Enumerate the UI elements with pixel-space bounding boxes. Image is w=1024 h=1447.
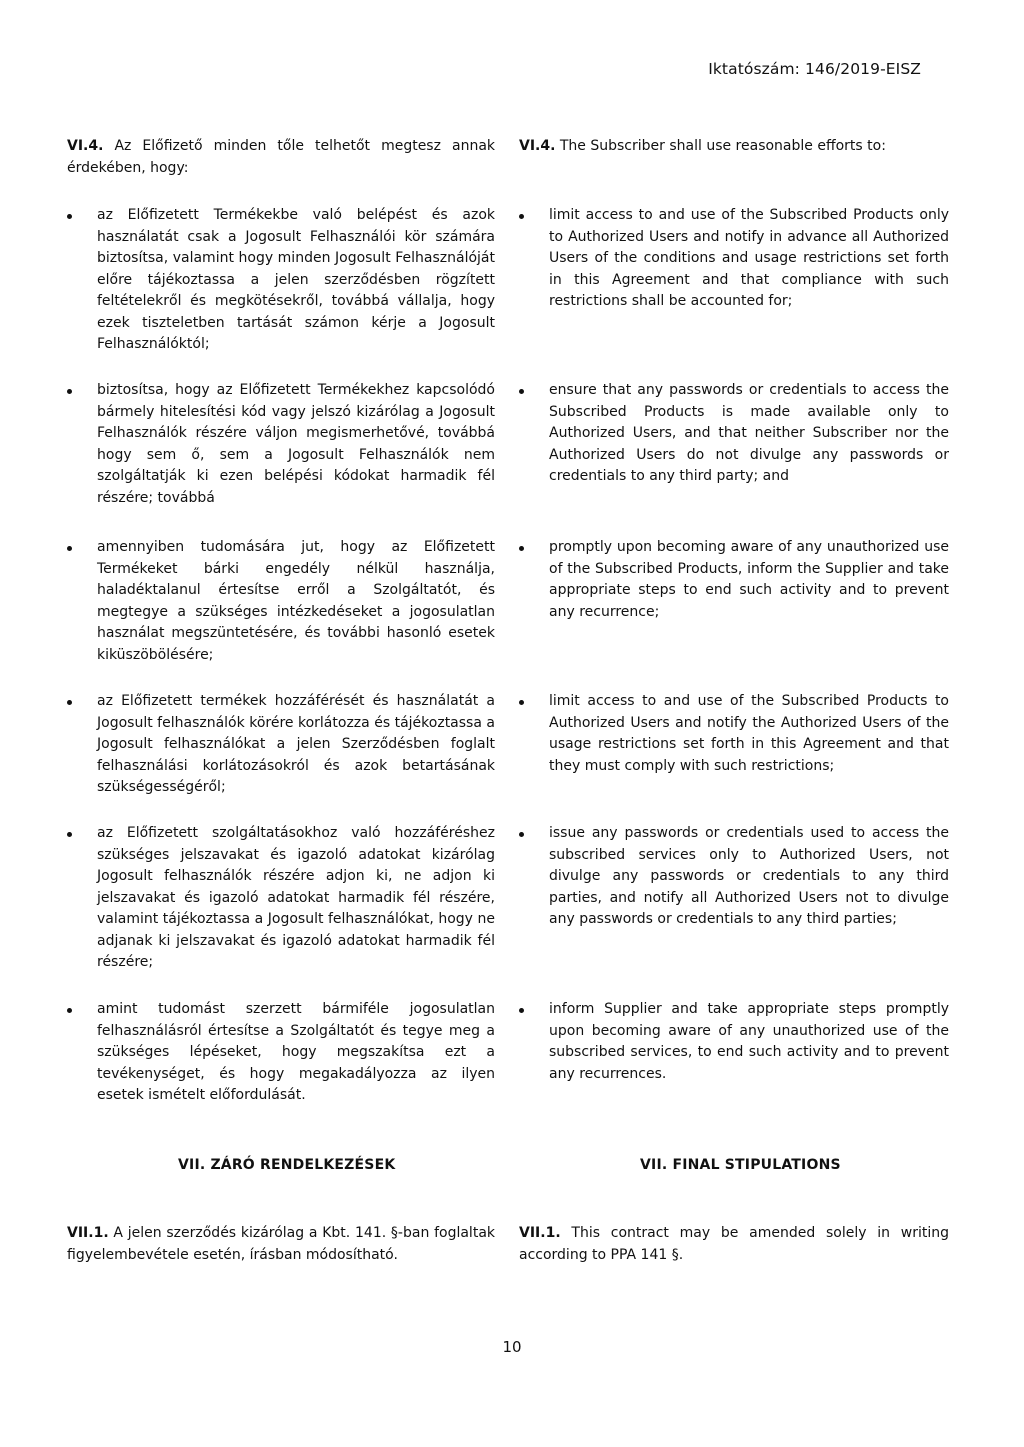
bullet-item — [519, 823, 949, 931]
section-vi4-hu — [67, 136, 495, 179]
bullet-item — [67, 823, 495, 974]
bullet-icon — [67, 389, 72, 394]
bullet-icon — [519, 546, 524, 551]
registration-number: Iktatószám: 146/2019-EISZ — [708, 60, 921, 78]
bullet-icon — [67, 700, 72, 705]
bullet-item — [519, 537, 949, 623]
section-number: VI.4. — [67, 138, 104, 154]
bullet-item — [67, 999, 495, 1107]
bullet-text: inform Supplier and take appropriate steps promptly upon becoming aware of any unauthorized use of the subscribed services, to end such activity and to prevent any recurrences. — [549, 1001, 949, 1082]
section-vii1-hu — [67, 1223, 495, 1266]
bullet-icon — [519, 389, 524, 394]
section-heading-en: VII. FINAL STIPULATIONS — [640, 1157, 841, 1173]
bullet-text: az Előfizetett Termékekbe való belépést és azok használatát csak a Jogosult Felhasználói kör számára biztosítsa, valamint hogy minden Jogosult Felhasználóját előre tájékoztassa a jelen szerződésben rögzített feltételekről és megkötésekről, továbbá vállalja, hogy ezek tiszteletben tartását számon kérje a Jogosult Felhasználóktól; — [97, 207, 495, 352]
bullet-icon — [519, 832, 524, 837]
section-text: The Subscriber shall use reasonable efforts to: — [559, 138, 886, 154]
bullet-text: az Előfizetett termékek hozzáférését és használatát a Jogosult felhasználók körére korlátozza és tájékoztassa a Jogosult felhasználókat a jelen Szerződésben foglalt felhasználási korlátozásokról és azok betartásának szükségességéről; — [97, 693, 495, 795]
bullet-item — [519, 380, 949, 488]
bullet-item — [519, 205, 949, 313]
section-vii1-en — [519, 1223, 949, 1266]
bullet-icon — [519, 214, 524, 219]
bullet-text: amennyiben tudomására jut, hogy az Előfizetett Termékeket bárki engedély nélkül használja, haladéktalanul értesítse erről a Szolgáltatót, és megtegye a szükséges intézkedéseket a jogosulatlan használat megszüntetésére, és további hasonló esetek kiküszöbölésére; — [97, 539, 495, 663]
bullet-item — [67, 537, 495, 666]
bullet-text: promptly upon becoming aware of any unauthorized use of the Subscribed Products, inform the Supplier and take appropriate steps to end such activity and to prevent any recurrence; — [549, 539, 949, 620]
bullet-icon — [67, 1008, 72, 1013]
bullet-text: ensure that any passwords or credentials to access the Subscribed Products is made available only to Authorized Users, and that neither Subscriber nor the Authorized Users do not divulge any passwords or credentials to any third party; and — [549, 382, 949, 484]
bullet-item — [67, 205, 495, 356]
section-number: VII.1. — [67, 1225, 109, 1241]
bullet-text: issue any passwords or credentials used to access the subscribed services only to Authorized Users, not divulge any passwords or credentials to any third parties, and notify all Authorized Users not to divulge any passwords or credentials to any third parties; — [549, 825, 949, 927]
bullet-text: az Előfizetett szolgáltatásokhoz való hozzáféréshez szükséges jelszavakat és igazoló adatokat kizárólag Jogosult felhasználók részére adjon ki, ne adjon ki jelszavakat és igazoló adatokat harmadik fél részére, valamint tájékoztassa a Jogosult felhasználókat, hogy ne adjanak ki jelszavakat és igazoló adatokat harmadik fél részére; — [97, 825, 495, 970]
bullet-item — [519, 691, 949, 777]
bullet-item — [519, 999, 949, 1085]
bullet-icon — [67, 546, 72, 551]
section-vi4-en — [519, 136, 949, 158]
bullet-text: limit access to and use of the Subscribed Products to Authorized Users and notify the Authorized Users of the usage restrictions set forth in this Agreement and that they must comply with such restrictions; — [549, 693, 949, 774]
page-number: 10 — [502, 1338, 522, 1356]
bullet-item — [67, 380, 495, 509]
section-heading-hu: VII. ZÁRÓ RENDELKEZÉSEK — [178, 1157, 396, 1173]
section-text: This contract may be amended solely in writing according to PPA 141 §. — [519, 1225, 949, 1263]
section-text: Az Előfizető minden tőle telhetőt megtesz annak érdekében, hogy: — [67, 138, 496, 176]
bullet-text: limit access to and use of the Subscribed Products only to Authorized Users and notify in advance all Authorized Users of the conditions and usage restrictions set forth in this Agreement and that compliance with such restrictions shall be accounted for; — [549, 207, 949, 309]
bullet-text: biztosítsa, hogy az Előfizetett Termékekhez kapcsolódó bármely hitelesítési kód vagy jelszó kizárólag a Jogosult Felhasználók részére váljon megismerhetővé, továbbá hogy sem ő, sem a Jogosult Felhasználók nem szolgáltatják ki ezen belépési kódokat harmadik fél részére; továbbá — [97, 382, 495, 506]
bullet-text: amint tudomást szerzett bármiféle jogosulatlan felhasználásról értesítse a Szolgáltatót és tegye meg a szükséges lépéseket, hogy megszakítsa ezt a tevékenységet, és hogy megakadályozza az ilyen esetek ismételt előfordulását. — [97, 1001, 495, 1103]
bullet-icon — [519, 700, 524, 705]
section-text: A jelen szerződés kizárólag a Kbt. 141. §-ban foglaltak figyelembevétele esetén, írásban módosítható. — [67, 1225, 495, 1263]
bullet-icon — [67, 214, 72, 219]
bullet-item — [67, 691, 495, 799]
bullet-icon — [67, 832, 72, 837]
section-number: VII.1. — [519, 1225, 561, 1241]
section-number: VI.4. — [519, 138, 556, 154]
bullet-icon — [519, 1008, 524, 1013]
